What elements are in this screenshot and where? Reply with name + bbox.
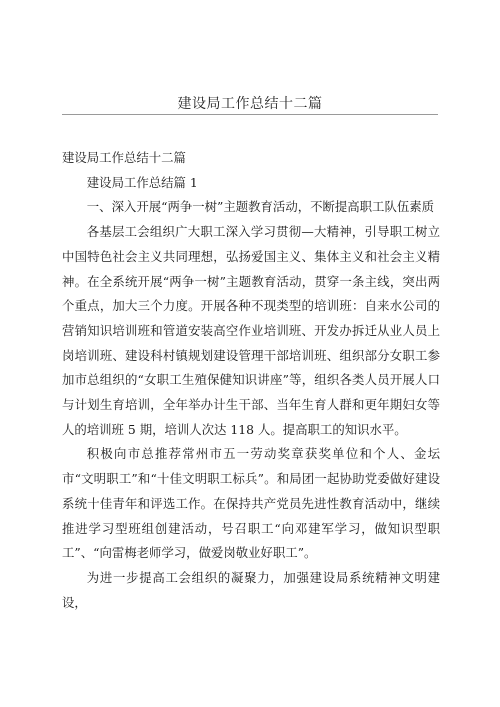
body-paragraph: 各基层工会组织广大职工深入学习贯彻—大精神，引导职工树立中国特色社会主义共同理想，弘扬爱国主义、集体主义和社会主义精神。在全系统开展“两争一树”主题教育活动，贯穿一条主线，突出两个重点，加大三个力度。开展各种不现类型的培训班：自来水公司的营销知识培训班和管道安装高空作业培训班、开发办拆迁从业人员上岗培训班、建设科村镇规划建设管理干部培训班、组织部分女职工参加市总组织的“女职工生殖保健知识讲座”等，组织各类人员开展人口与计划生育培训，全年举办计生干部、当年生育人群和更年期妇女等人的培训班 5 期，培训人次达 118 人。提高职工的知识水平。 [62,224,440,437]
section-heading: 一、深入开展“两争一树”主题教育活动，不断提高职工队伍素质 [86,199,435,215]
title-divider [62,114,438,115]
body-heading: 建设局工作总结十二篇 [62,150,186,165]
document-body [62,146,440,615]
section-title: 建设局工作总结篇 1 [86,174,198,190]
body-paragraph: 积极向市总推荐常州市五一劳动奖章获奖单位和个人、金坛市“文明职工”和“十佳文明职工标兵”。和局团一起协助党委做好建设系统十佳青年和评选工作。在保持共产党员先进性教育活动中，继续推进学习型班组创建活动，号召职工“向邓建军学习，做知识型职工”、“向雷梅老师学习，做爱岗敬业好职工”。 [62,446,440,561]
page-title: 建设局工作总结十二篇 [177,96,323,112]
body-paragraph: 为进一步提高工会组织的凝聚力，加强建设局系统精神文明建设， [62,569,440,610]
